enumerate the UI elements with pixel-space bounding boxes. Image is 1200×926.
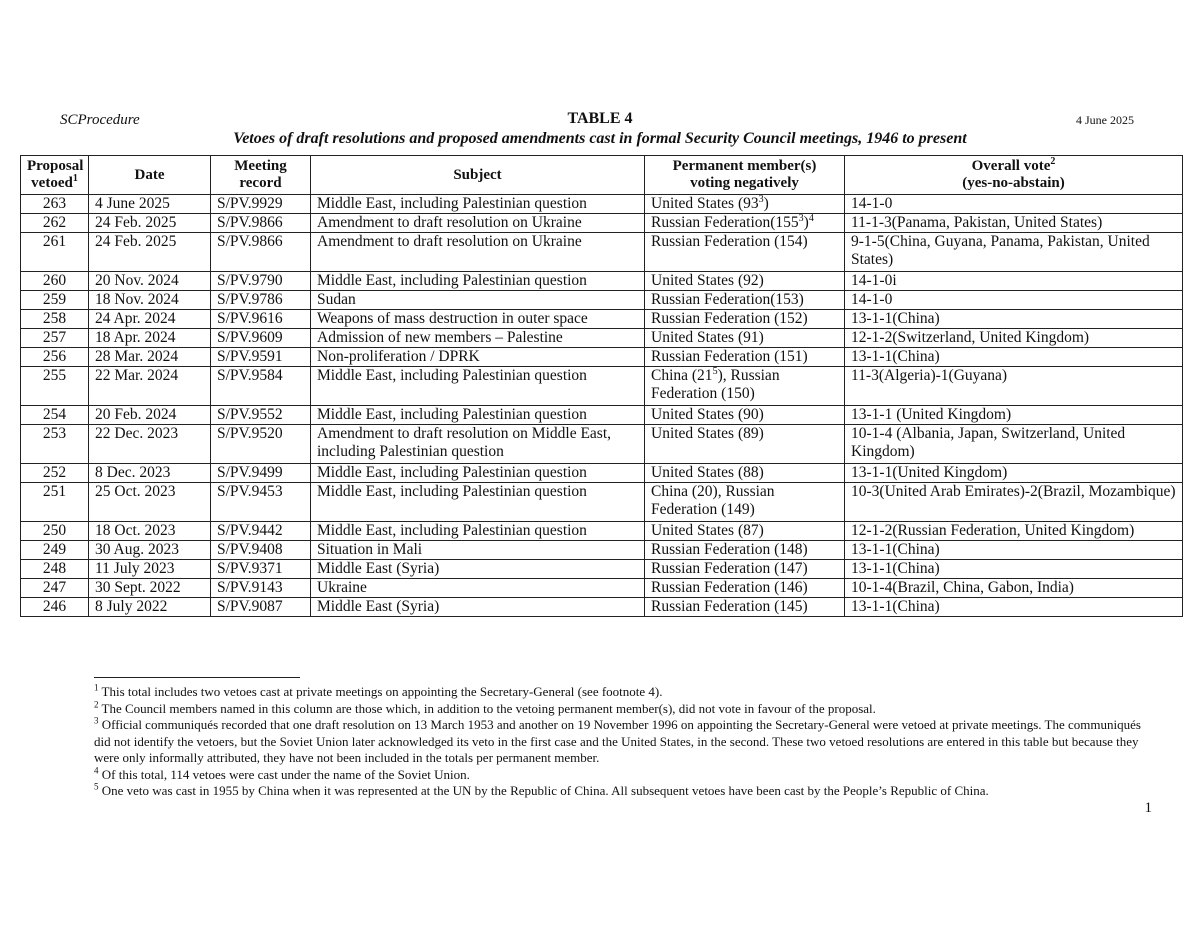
cell-overall-vote: 10-1-4 (Albania, Japan, Switzerland, United Kingdom)	[845, 425, 1183, 464]
cell-meeting-record: S/PV.9453	[211, 483, 311, 522]
cell-date: 4 June 2025	[89, 195, 211, 214]
cell-date: 24 Feb. 2025	[89, 214, 211, 233]
cell-proposal-number: 260	[21, 272, 89, 291]
table-row	[21, 214, 1183, 233]
cell-overall-vote: 14-1-0i	[845, 272, 1183, 291]
cell-proposal-number: 255	[21, 367, 89, 406]
cell-meeting-record: S/PV.9866	[211, 233, 311, 272]
cell-permanent-member: Russian Federation (147)	[645, 560, 845, 579]
cell-proposal-number: 254	[21, 406, 89, 425]
footnote: $^1$ This total includes two vetoes cast at private meetings on appointing the Secretary-General (see footnote 4).	[94, 682, 663, 699]
cell-permanent-member: Russian Federation (151)	[645, 348, 845, 367]
cell-overall-vote: 13-1-1(China)	[845, 541, 1183, 560]
table-row	[21, 291, 1183, 310]
cell-subject: Weapons of mass destruction in outer space	[311, 310, 645, 329]
table-header-row	[21, 156, 1183, 195]
cell-permanent-member: United States (88)	[645, 464, 845, 483]
cell-date: 20 Feb. 2024	[89, 406, 211, 425]
cell-permanent-member: Russian Federation (154)	[645, 233, 845, 272]
cell-overall-vote: 14-1-0	[845, 195, 1183, 214]
footnote: $^5$ One veto was cast in 1955 by China when it was represented at the UN by the Republic of China. All subsequent vetoes have been cast by the People’s Republic of China.	[94, 781, 989, 798]
cell-date: 30 Aug. 2023	[89, 541, 211, 560]
table-row	[21, 406, 1183, 425]
cell-meeting-record: S/PV.9371	[211, 560, 311, 579]
cell-subject: Middle East, including Palestinian question	[311, 464, 645, 483]
footnote: $^4$ Of this total, 114 vetoes were cast under the name of the Soviet Union.	[94, 765, 470, 782]
col-header-permanent: Permanent member(s) voting negatively	[645, 156, 845, 195]
cell-subject: Middle East (Syria)	[311, 598, 645, 617]
cell-subject: Middle East, including Palestinian question	[311, 272, 645, 291]
cell-overall-vote: 11-3(Algeria)-1(Guyana)	[845, 367, 1183, 406]
cell-subject: Middle East, including Palestinian question	[311, 406, 645, 425]
cell-permanent-member: United States (92)	[645, 272, 845, 291]
table-row	[21, 598, 1183, 617]
table-row	[21, 195, 1183, 214]
cell-overall-vote: 13-1-1(United Kingdom)	[845, 464, 1183, 483]
cell-proposal-number: 263	[21, 195, 89, 214]
cell-date: 18 Apr. 2024	[89, 329, 211, 348]
cell-overall-vote: 10-3(United Arab Emirates)-2(Brazil, Mozambique)	[845, 483, 1183, 522]
cell-subject: Sudan	[311, 291, 645, 310]
col-header-meeting: Meeting record	[211, 156, 311, 195]
table-row	[21, 541, 1183, 560]
table-row	[21, 329, 1183, 348]
cell-proposal-number: 247	[21, 579, 89, 598]
cell-proposal-number: 257	[21, 329, 89, 348]
cell-subject: Middle East, including Palestinian question	[311, 483, 645, 522]
cell-overall-vote: 11-1-3(Panama, Pakistan, United States)	[845, 214, 1183, 233]
cell-proposal-number: 246	[21, 598, 89, 617]
cell-meeting-record: S/PV.9866	[211, 214, 311, 233]
cell-permanent-member: United States (89)	[645, 425, 845, 464]
cell-proposal-number: 259	[21, 291, 89, 310]
table-title: TABLE 4	[567, 110, 633, 127]
cell-meeting-record: S/PV.9591	[211, 348, 311, 367]
cell-proposal-number: 249	[21, 541, 89, 560]
cell-overall-vote: 13-1-1 (United Kingdom)	[845, 406, 1183, 425]
cell-overall-vote: 14-1-0	[845, 291, 1183, 310]
cell-proposal-number: 256	[21, 348, 89, 367]
cell-meeting-record: S/PV.9786	[211, 291, 311, 310]
cell-overall-vote: 9-1-5(China, Guyana, Panama, Pakistan, United States)	[845, 233, 1183, 272]
cell-meeting-record: S/PV.9552	[211, 406, 311, 425]
cell-meeting-record: S/PV.9520	[211, 425, 311, 464]
cell-date: 24 Feb. 2025	[89, 233, 211, 272]
cell-subject: Amendment to draft resolution on Ukraine	[311, 233, 645, 272]
cell-meeting-record: S/PV.9087	[211, 598, 311, 617]
cell-overall-vote: 13-1-1(China)	[845, 310, 1183, 329]
cell-permanent-member: Russian $Federation(155^3)^4$	[645, 214, 845, 233]
cell-subject: Non-proliferation / DPRK	[311, 348, 645, 367]
cell-proposal-number: 252	[21, 464, 89, 483]
col-header-date: Date	[89, 156, 211, 195]
cell-meeting-record: S/PV.9790	[211, 272, 311, 291]
cell-date: 20 Nov. 2024	[89, 272, 211, 291]
page-number: 1	[1144, 800, 1152, 816]
cell-overall-vote: 13-1-1(China)	[845, 560, 1183, 579]
cell-subject: Amendment to draft resolution on Middle East, including Palestinian question	[311, 425, 645, 464]
cell-proposal-number: 250	[21, 522, 89, 541]
cell-date: 28 Mar. 2024	[89, 348, 211, 367]
cell-permanent-member: Russian Federation (148)	[645, 541, 845, 560]
table-row	[21, 233, 1183, 272]
cell-date: 24 Apr. 2024	[89, 310, 211, 329]
cell-meeting-record: S/PV.9499	[211, 464, 311, 483]
cell-overall-vote: 10-1-4(Brazil, China, Gabon, India)	[845, 579, 1183, 598]
cell-permanent-member: China $(21^5)$, Russian Federation (150)	[645, 367, 845, 406]
table-row	[21, 464, 1183, 483]
cell-overall-vote: 13-1-1(China)	[845, 598, 1183, 617]
col-header-subject: Subject	[311, 156, 645, 195]
col-header-vote: Overall vote$^2$ (yes-no-abstain)	[845, 156, 1183, 195]
cell-subject: Middle East, including Palestinian question	[311, 195, 645, 214]
cell-meeting-record: S/PV.9609	[211, 329, 311, 348]
table-subtitle: Vetoes of draft resolutions and proposed amendments cast in formal Security Council meetings, 1946 to present	[233, 130, 967, 147]
vetoes-table	[20, 155, 1183, 617]
table-row	[21, 272, 1183, 291]
table-row	[21, 579, 1183, 598]
cell-subject: Admission of new members – Palestine	[311, 329, 645, 348]
cell-proposal-number: 248	[21, 560, 89, 579]
document-symbol: SCProcedure	[60, 112, 140, 128]
cell-permanent-member: United States (87)	[645, 522, 845, 541]
document-date: 4 June 2025	[1076, 113, 1134, 127]
cell-permanent-member: Russian Federation (152)	[645, 310, 845, 329]
cell-subject: Middle East (Syria)	[311, 560, 645, 579]
cell-meeting-record: S/PV.9143	[211, 579, 311, 598]
cell-overall-vote: 12-1-2(Russian Federation, United Kingdom)	[845, 522, 1183, 541]
table-row	[21, 310, 1183, 329]
cell-meeting-record: S/PV.9442	[211, 522, 311, 541]
table-row	[21, 483, 1183, 522]
cell-date: 25 Oct. 2023	[89, 483, 211, 522]
cell-permanent-member: United States $(93^3)$	[645, 195, 845, 214]
cell-date: 18 Oct. 2023	[89, 522, 211, 541]
table-row	[21, 348, 1183, 367]
cell-meeting-record: S/PV.9408	[211, 541, 311, 560]
cell-permanent-member: China (20), Russian Federation (149)	[645, 483, 845, 522]
table-row	[21, 367, 1183, 406]
cell-permanent-member: Russian Federation (145)	[645, 598, 845, 617]
cell-date: 30 Sept. 2022	[89, 579, 211, 598]
table-row	[21, 522, 1183, 541]
cell-subject: Ukraine	[311, 579, 645, 598]
cell-subject: Amendment to draft resolution on Ukraine	[311, 214, 645, 233]
cell-overall-vote: 13-1-1(China)	[845, 348, 1183, 367]
cell-permanent-member: Russian Federation(153)	[645, 291, 845, 310]
cell-permanent-member: Russian Federation (146)	[645, 579, 845, 598]
footnote: $^2$ The Council members named in this column are those which, in addition to the vetoing permanent member(s), did not vote in favour of the proposal.	[94, 699, 876, 716]
cell-date: 22 Mar. 2024	[89, 367, 211, 406]
footnote-divider	[94, 677, 300, 678]
cell-date: 8 July 2022	[89, 598, 211, 617]
cell-meeting-record: S/PV.9616	[211, 310, 311, 329]
cell-date: 22 Dec. 2023	[89, 425, 211, 464]
cell-meeting-record: S/PV.9584	[211, 367, 311, 406]
cell-proposal-number: 258	[21, 310, 89, 329]
cell-date: 18 Nov. 2024	[89, 291, 211, 310]
footnotes	[94, 684, 1144, 800]
cell-proposal-number: 261	[21, 233, 89, 272]
table-row	[21, 425, 1183, 464]
cell-overall-vote: 12-1-2(Switzerland, United Kingdom)	[845, 329, 1183, 348]
cell-subject: Situation in Mali	[311, 541, 645, 560]
cell-proposal-number: 262	[21, 214, 89, 233]
cell-subject: Middle East, including Palestinian question	[311, 367, 645, 406]
footnote: $^3$ Official communiqués recorded that one draft resolution on 13 March 1953 and another on 19 November 1996 on appointing the Secretary-General were vetoed at private meetings. The communiqués did not identify the vetoers, but the Soviet Union later acknowledged its veto in the first case and the United States, in the second. These two vetoed resolutions are entered in this table but because they were only informally attributed, they have not been included in the totals per permanent member.	[94, 715, 1141, 765]
cell-subject: Middle East, including Palestinian question	[311, 522, 645, 541]
cell-meeting-record: S/PV.9929	[211, 195, 311, 214]
cell-proposal-number: 253	[21, 425, 89, 464]
col-header-proposal: Proposal vetoed$^1$	[21, 156, 89, 195]
cell-permanent-member: United States (91)	[645, 329, 845, 348]
cell-date: 8 Dec. 2023	[89, 464, 211, 483]
cell-permanent-member: United States (90)	[645, 406, 845, 425]
table-row	[21, 560, 1183, 579]
cell-proposal-number: 251	[21, 483, 89, 522]
cell-date: 11 July 2023	[89, 560, 211, 579]
